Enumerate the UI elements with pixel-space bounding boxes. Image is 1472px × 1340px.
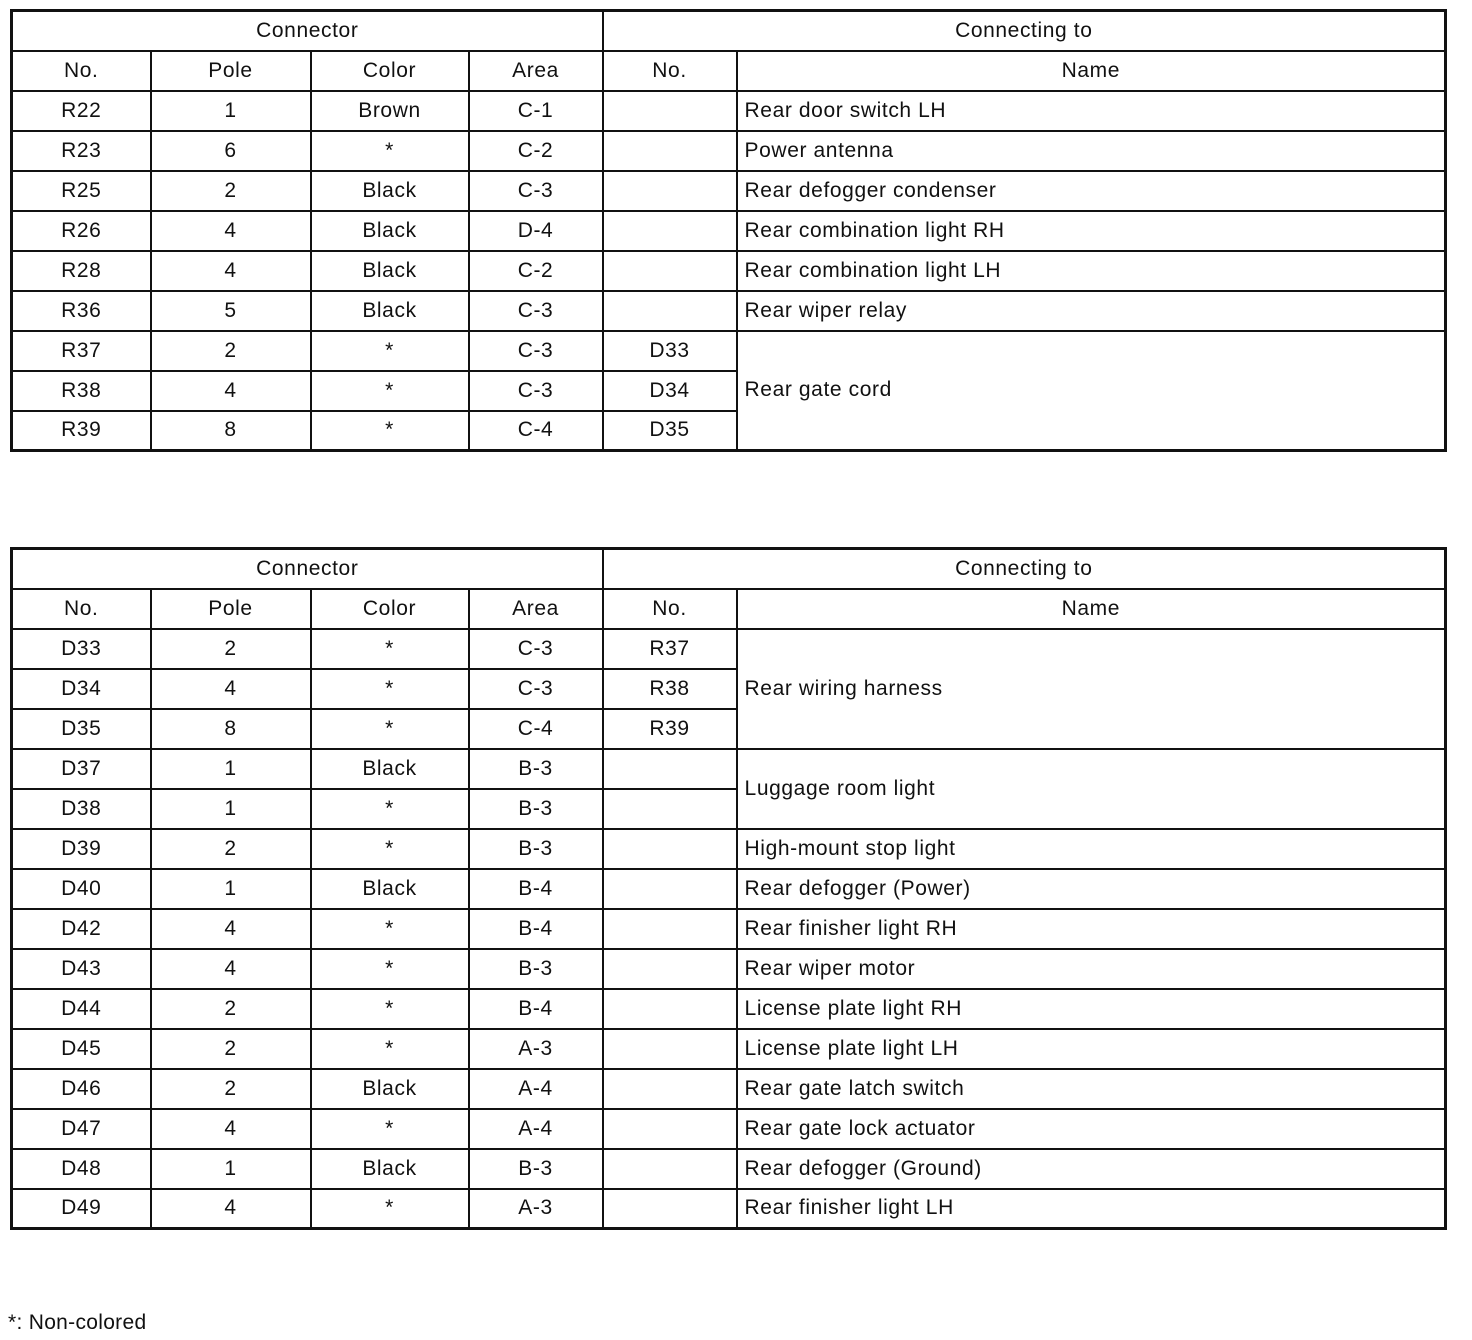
header-no: No. [12, 51, 151, 91]
cell-no: D37 [12, 749, 151, 789]
cell-no: R37 [12, 331, 151, 371]
cell-to-no [603, 909, 737, 949]
cell-area: B-3 [469, 1149, 603, 1189]
cell-to-no: R37 [603, 629, 737, 669]
cell-area: C-3 [469, 629, 603, 669]
table-row [12, 91, 1446, 131]
cell-no: D45 [12, 1029, 151, 1069]
cell-name: Rear wiper motor [737, 949, 1446, 989]
cell-pole: 4 [151, 1189, 311, 1229]
table-row [12, 989, 1446, 1029]
cell-name: Rear door switch LH [737, 91, 1446, 131]
cell-no: D40 [12, 869, 151, 909]
table-row [12, 1069, 1446, 1109]
header-row-columns [12, 51, 1446, 91]
cell-to-no [603, 1029, 737, 1069]
cell-to-no: D35 [603, 411, 737, 451]
cell-area: B-4 [469, 909, 603, 949]
cell-color: * [311, 371, 469, 411]
cell-area: B-3 [469, 789, 603, 829]
header-to-no: No. [603, 51, 737, 91]
cell-area: D-4 [469, 211, 603, 251]
table-row [12, 629, 1446, 669]
cell-area: B-3 [469, 829, 603, 869]
cell-area: C-3 [469, 371, 603, 411]
cell-name: License plate light LH [737, 1029, 1446, 1069]
header-color: Color [311, 51, 469, 91]
cell-to-no: D33 [603, 331, 737, 371]
cell-name: Rear combination light RH [737, 211, 1446, 251]
table-row [12, 1189, 1446, 1229]
cell-color: Black [311, 251, 469, 291]
cell-name: Rear gate latch switch [737, 1069, 1446, 1109]
cell-color: Black [311, 291, 469, 331]
header-to-no: No. [603, 589, 737, 629]
cell-pole: 6 [151, 131, 311, 171]
cell-color: Brown [311, 91, 469, 131]
cell-to-no [603, 211, 737, 251]
cell-color: * [311, 949, 469, 989]
cell-pole: 1 [151, 869, 311, 909]
cell-name: Rear finisher light LH [737, 1189, 1446, 1229]
cell-to-no [603, 749, 737, 789]
cell-name: High-mount stop light [737, 829, 1446, 869]
cell-no: D44 [12, 989, 151, 1029]
cell-no: D35 [12, 709, 151, 749]
footnote: *: Non-colored [8, 1311, 147, 1334]
cell-color: Black [311, 1149, 469, 1189]
cell-pole: 4 [151, 909, 311, 949]
cell-pole: 4 [151, 371, 311, 411]
cell-area: C-2 [469, 131, 603, 171]
cell-name: Rear defogger (Ground) [737, 1149, 1446, 1189]
cell-name: Rear gate cord [737, 331, 1446, 451]
cell-color: * [311, 411, 469, 451]
header-color: Color [311, 589, 469, 629]
table-row [12, 291, 1446, 331]
cell-area: A-4 [469, 1109, 603, 1149]
cell-no: R39 [12, 411, 151, 451]
cell-pole: 8 [151, 411, 311, 451]
cell-area: B-4 [469, 989, 603, 1029]
cell-color: * [311, 331, 469, 371]
cell-color: * [311, 989, 469, 1029]
cell-color: Black [311, 1069, 469, 1109]
header-no: No. [12, 589, 151, 629]
header-area: Area [469, 589, 603, 629]
header-name: Name [737, 589, 1446, 629]
cell-color: * [311, 1189, 469, 1229]
cell-area: C-4 [469, 411, 603, 451]
cell-to-no: D34 [603, 371, 737, 411]
cell-area: C-3 [469, 669, 603, 709]
cell-pole: 5 [151, 291, 311, 331]
table-row [12, 131, 1446, 171]
cell-area: C-3 [469, 291, 603, 331]
cell-pole: 4 [151, 1109, 311, 1149]
connector-table-rear-gate [10, 547, 1447, 1230]
header-row-columns [12, 589, 1446, 629]
table-row [12, 211, 1446, 251]
cell-color: * [311, 1029, 469, 1069]
cell-name: Rear gate lock actuator [737, 1109, 1446, 1149]
cell-area: B-3 [469, 949, 603, 989]
cell-to-no [603, 1149, 737, 1189]
cell-to-no [603, 869, 737, 909]
cell-no: R25 [12, 171, 151, 211]
cell-color: Black [311, 211, 469, 251]
header-connector: Connector [12, 11, 603, 51]
header-connector: Connector [12, 549, 603, 589]
table-row [12, 949, 1446, 989]
cell-pole: 1 [151, 91, 311, 131]
cell-pole: 2 [151, 989, 311, 1029]
cell-color: Black [311, 171, 469, 211]
cell-to-no [603, 291, 737, 331]
cell-no: R23 [12, 131, 151, 171]
cell-pole: 2 [151, 1029, 311, 1069]
header-area: Area [469, 51, 603, 91]
cell-area: B-3 [469, 749, 603, 789]
cell-to-no [603, 131, 737, 171]
cell-name: Rear combination light LH [737, 251, 1446, 291]
header-row-group [12, 11, 1446, 51]
header-connecting-to: Connecting to [603, 11, 1446, 51]
cell-name: Rear defogger condenser [737, 171, 1446, 211]
cell-name: Rear finisher light RH [737, 909, 1446, 949]
cell-no: D39 [12, 829, 151, 869]
header-name: Name [737, 51, 1446, 91]
cell-no: R36 [12, 291, 151, 331]
cell-pole: 1 [151, 1149, 311, 1189]
cell-to-no: R38 [603, 669, 737, 709]
cell-to-no [603, 171, 737, 211]
cell-no: D33 [12, 629, 151, 669]
table-row [12, 251, 1446, 291]
cell-pole: 4 [151, 211, 311, 251]
cell-to-no [603, 949, 737, 989]
cell-to-no [603, 789, 737, 829]
cell-no: D46 [12, 1069, 151, 1109]
cell-area: C-3 [469, 331, 603, 371]
cell-pole: 4 [151, 251, 311, 291]
cell-no: D48 [12, 1149, 151, 1189]
table-row [12, 331, 1446, 371]
header-pole: Pole [151, 589, 311, 629]
cell-color: * [311, 131, 469, 171]
cell-pole: 4 [151, 669, 311, 709]
cell-no: D43 [12, 949, 151, 989]
cell-area: A-3 [469, 1029, 603, 1069]
cell-pole: 1 [151, 749, 311, 789]
cell-pole: 4 [151, 949, 311, 989]
cell-name: Rear wiring harness [737, 629, 1446, 749]
cell-area: A-4 [469, 1069, 603, 1109]
cell-name: Rear wiper relay [737, 291, 1446, 331]
cell-color: * [311, 629, 469, 669]
cell-to-no [603, 989, 737, 1029]
cell-area: C-4 [469, 709, 603, 749]
cell-area: C-3 [469, 171, 603, 211]
cell-to-no [603, 251, 737, 291]
cell-area: A-3 [469, 1189, 603, 1229]
cell-pole: 2 [151, 1069, 311, 1109]
cell-no: D42 [12, 909, 151, 949]
cell-area: C-2 [469, 251, 603, 291]
header-pole: Pole [151, 51, 311, 91]
table-row [12, 1149, 1446, 1189]
cell-to-no [603, 829, 737, 869]
cell-name: Luggage room light [737, 749, 1446, 829]
cell-no: D47 [12, 1109, 151, 1149]
cell-color: * [311, 789, 469, 829]
table-row [12, 171, 1446, 211]
cell-no: R26 [12, 211, 151, 251]
table-row [12, 1109, 1446, 1149]
cell-no: D49 [12, 1189, 151, 1229]
cell-pole: 2 [151, 629, 311, 669]
table-row [12, 1029, 1446, 1069]
header-row-group [12, 549, 1446, 589]
cell-to-no [603, 1109, 737, 1149]
header-connecting-to: Connecting to [603, 549, 1446, 589]
cell-pole: 2 [151, 829, 311, 869]
cell-color: * [311, 669, 469, 709]
cell-name: License plate light RH [737, 989, 1446, 1029]
cell-area: B-4 [469, 869, 603, 909]
cell-color: * [311, 909, 469, 949]
cell-to-no [603, 1069, 737, 1109]
table-row [12, 909, 1446, 949]
cell-no: R38 [12, 371, 151, 411]
cell-pole: 2 [151, 331, 311, 371]
cell-pole: 1 [151, 789, 311, 829]
cell-color: Black [311, 869, 469, 909]
cell-to-no [603, 91, 737, 131]
table-row [12, 749, 1446, 789]
cell-no: R22 [12, 91, 151, 131]
table-row [12, 829, 1446, 869]
cell-area: C-1 [469, 91, 603, 131]
cell-name: Power antenna [737, 131, 1446, 171]
cell-color: * [311, 1109, 469, 1149]
cell-color: * [311, 829, 469, 869]
cell-no: D34 [12, 669, 151, 709]
cell-to-no: R39 [603, 709, 737, 749]
cell-pole: 8 [151, 709, 311, 749]
cell-no: R28 [12, 251, 151, 291]
cell-color: Black [311, 749, 469, 789]
cell-pole: 2 [151, 171, 311, 211]
cell-to-no [603, 1189, 737, 1229]
cell-no: D38 [12, 789, 151, 829]
cell-color: * [311, 709, 469, 749]
table-row [12, 869, 1446, 909]
connector-table-rear-harness [10, 9, 1447, 452]
cell-name: Rear defogger (Power) [737, 869, 1446, 909]
